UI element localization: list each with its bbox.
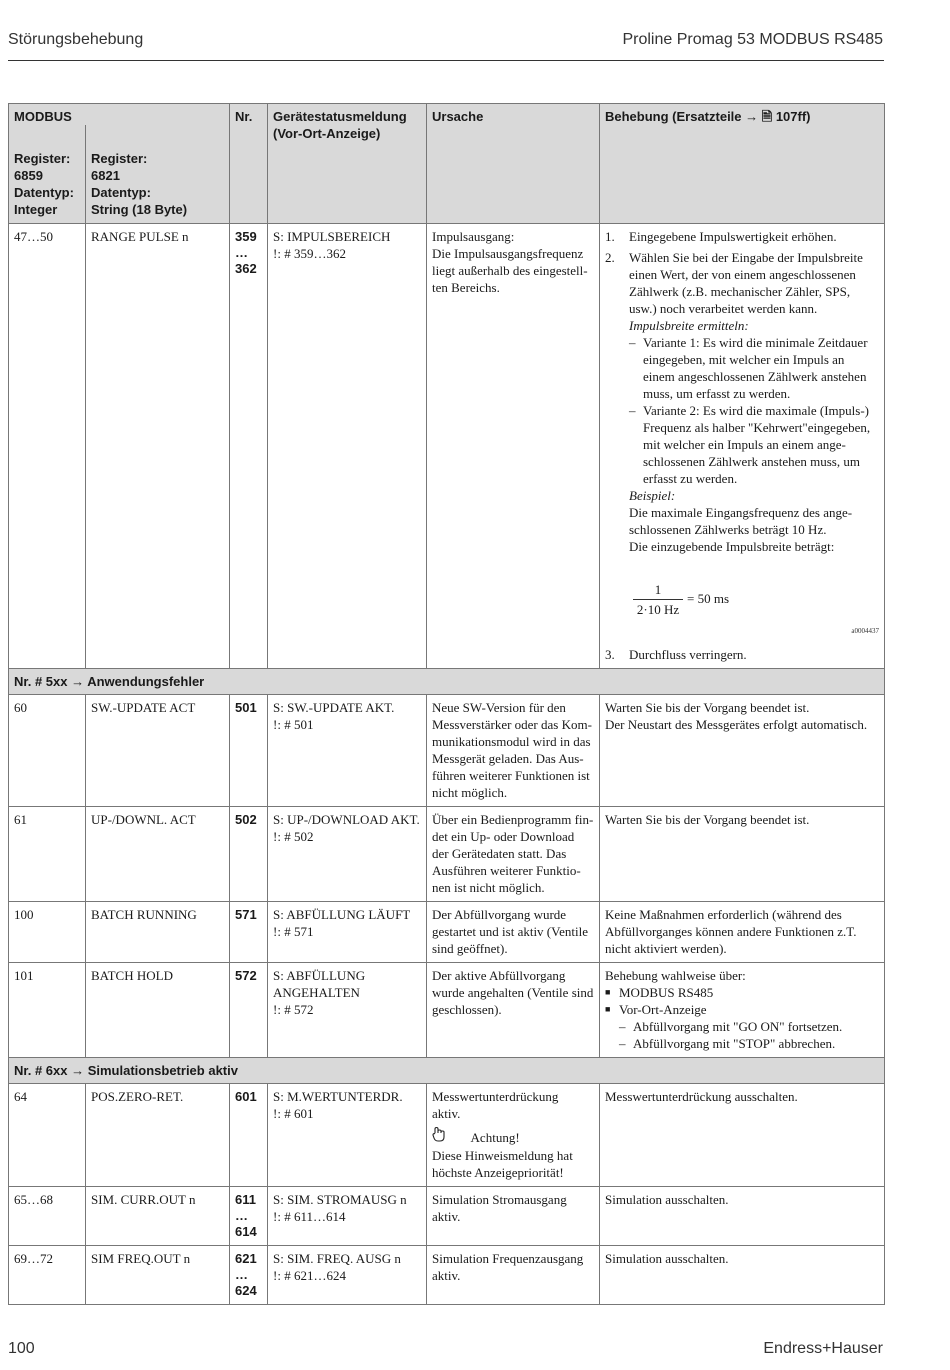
status-header-line: Gerätestatusmeldung	[273, 109, 407, 124]
table-row	[9, 695, 885, 807]
register-value: 60	[9, 695, 86, 807]
error-number	[230, 1187, 268, 1246]
cause-text	[427, 224, 600, 669]
step-text: Durchfluss verringern.	[629, 647, 747, 662]
step-number: 3.	[605, 647, 615, 662]
register-6821-header	[86, 125, 230, 224]
example-text: Die einzugebende Impulsbreite beträgt:	[629, 539, 835, 554]
status-line: S: IMPULSBEREICH	[273, 229, 391, 244]
cause-text: Der Abfüllvorgang wurde gestartet und ist aktiv (Ventile sind geöffnet).	[427, 902, 600, 963]
table-row	[9, 963, 885, 1058]
status-line: !: # 359…362	[273, 246, 346, 261]
nr-line: 614	[235, 1224, 257, 1239]
error-number: 502	[230, 807, 268, 902]
reg-header-line: 6859	[14, 168, 43, 183]
error-number: 572	[230, 963, 268, 1058]
register-string: SIM FREQ.OUT n	[86, 1246, 230, 1305]
table-row	[9, 224, 885, 669]
status-line: !: # 611…614	[273, 1209, 346, 1224]
variant-item: – Variante 2: Es wird die maximale (Impuls-) Frequenz als halber "Kehrwert"eingegeben, mit welcher ein Impuls an einem ange-schlossenen Zählwerk anstehen muss, um erfasst zu werden.	[629, 402, 879, 487]
step-number: 2.	[605, 250, 615, 265]
remedy-text	[600, 963, 885, 1058]
figure-id: a0004437	[851, 627, 879, 635]
formula-denominator: 2·10 Hz	[636, 602, 680, 617]
warning-note	[432, 1126, 594, 1181]
status-line: !: # 572	[273, 1002, 314, 1017]
remedy-option-label: ■ Vor-Ort-Anzeige	[619, 1002, 707, 1017]
remedy-text: Simulation ausschalten.	[600, 1246, 885, 1305]
remedy-line: Der Neustart des Messgerätes erfolgt automatisch.	[605, 717, 868, 732]
nr-line: 611	[235, 1192, 256, 1207]
status-line: !: # 502	[273, 829, 314, 844]
remedy-suboptions	[619, 1018, 879, 1052]
header-rule	[8, 60, 884, 61]
status-message	[268, 224, 427, 669]
reg-header-line: Register:	[91, 151, 148, 166]
status-line: !: # 621…624	[273, 1268, 346, 1283]
status-header	[268, 104, 427, 224]
status-line: S: SW.-UPDATE AKT.	[273, 700, 395, 715]
status-line: S: SIM. FREQ. AUSG n	[273, 1251, 401, 1266]
status-message	[268, 1084, 427, 1187]
remedy-option	[605, 1001, 879, 1052]
error-number	[230, 224, 268, 669]
cause-line: Die Impulsausgangsfrequenz liegt außerhalb des eingestell-ten Bereichs.	[432, 246, 588, 295]
status-message	[268, 1187, 427, 1246]
register-value: 69…72	[9, 1246, 86, 1305]
register-6859-header	[9, 125, 86, 224]
cause-text	[427, 1084, 600, 1187]
status-header-line: (Vor-Ort-Anzeige)	[273, 126, 381, 141]
error-number: 571	[230, 902, 268, 963]
status-message	[268, 902, 427, 963]
remedy-text: Warten Sie bis der Vorgang beendet ist.	[600, 807, 885, 902]
cause-text: Über ein Bedienprogramm fin-det ein Up- oder Download der Gerätedaten statt. Das Ausführen weiterer Funktio-nen ist nicht möglich.	[427, 807, 600, 902]
variant-list	[629, 334, 879, 487]
reg-header-line: Datentyp:	[14, 185, 74, 200]
remedy-step	[605, 249, 879, 640]
error-number: 501	[230, 695, 268, 807]
modbus-header	[9, 104, 230, 126]
remedy-text: Messwertunterdrückung ausschalten.	[600, 1084, 885, 1187]
remedy-header: Behebung (Ersatzteile → 🗎 107ff)	[600, 104, 885, 224]
formula-result: = 50 ms	[687, 591, 730, 606]
example-heading: Beispiel:	[629, 488, 676, 503]
pulse-width-formula	[633, 581, 879, 621]
formula-fraction	[633, 581, 683, 618]
register-string: RANGE PULSE n	[86, 224, 230, 669]
remedy-steps	[605, 228, 879, 663]
example-text: Die maximale Eingangsfrequenz des ange-schlossenen Zählwerks beträgt 10 Hz.	[629, 505, 853, 537]
remedy-text: Keine Maßnahmen erforderlich (während des Abfüllvorganges können andere Funktionen z.T. nicht aktiviert werden).	[600, 902, 885, 963]
step-text: Eingegebene Impulswertigkeit erhöhen.	[629, 229, 837, 244]
step-number: 1.	[605, 229, 615, 244]
remedy-text	[600, 695, 885, 807]
register-value: 100	[9, 902, 86, 963]
table-row	[9, 1187, 885, 1246]
register-value: 64	[9, 1084, 86, 1187]
running-header-section: Störungsbehebung	[8, 31, 144, 48]
step-text: Wählen Sie bei der Eingabe der Impulsbreite einen Wert, der von einem angeschlossenen Zählwerk (z.B. mechanischer Zähler, SPS, usw.) noch verarbeitet werden kann.	[629, 250, 863, 316]
nr-line: …	[235, 1208, 248, 1223]
hand-warning-icon	[432, 1126, 468, 1147]
status-message	[268, 963, 427, 1058]
status-line: !: # 571	[273, 924, 314, 939]
page-number: 100	[8, 1340, 35, 1357]
modbus-label: MODBUS	[14, 109, 72, 124]
cause-text: Der aktive Abfüllvorgang wurde angehalten (Ventile sind geschlossen).	[427, 963, 600, 1058]
error-number: 601	[230, 1084, 268, 1187]
reg-header-line: Datentyp:	[91, 185, 151, 200]
register-string: UP-/DOWNL. ACT	[86, 807, 230, 902]
determine-heading: Impulsbreite ermitteln:	[629, 318, 749, 333]
reg-header-line: 6821	[91, 168, 120, 183]
table-row	[9, 902, 885, 963]
status-line: S: ABFÜLLUNG LÄUFT	[273, 907, 411, 922]
register-string: BATCH HOLD	[86, 963, 230, 1058]
remedy-step	[605, 228, 879, 245]
table-row	[9, 1084, 885, 1187]
nr-line: 621	[235, 1251, 257, 1266]
status-line: S: ABFÜLLUNG	[273, 968, 366, 983]
register-string: POS.ZERO-RET.	[86, 1084, 230, 1187]
nr-line: 362	[235, 261, 257, 276]
status-line: !: # 601	[273, 1106, 314, 1121]
status-line: !: # 501	[273, 717, 314, 732]
register-string: SIM. CURR.OUT n	[86, 1187, 230, 1246]
cause-line: Messwertunterdrückung	[432, 1089, 559, 1104]
error-number	[230, 1246, 268, 1305]
remedy-suboption: – Abfüllvorgang mit "GO ON" fortsetzen.	[619, 1018, 879, 1035]
cause-line: Impulsausgang:	[432, 229, 515, 244]
nr-line: …	[235, 245, 248, 260]
warning-text: Diese Hinweismeldung hat höchste Anzeigepriorität!	[432, 1148, 573, 1180]
status-line: S: M.WERTUNTERDR.	[273, 1089, 403, 1104]
reg-header-line: String (18 Byte)	[91, 202, 188, 217]
cause-header: Ursache	[427, 104, 600, 224]
nr-line: …	[235, 1267, 248, 1282]
nr-line: 359	[235, 229, 257, 244]
register-string: SW.-UPDATE ACT	[86, 695, 230, 807]
status-line: ANGEHALTEN	[273, 985, 360, 1000]
status-message	[268, 807, 427, 902]
section-header-row	[9, 1058, 885, 1084]
reg-header-line: Integer	[14, 202, 58, 217]
remedy-line: Warten Sie bis der Vorgang beendet ist.	[605, 700, 810, 715]
formula-numerator: 1	[633, 581, 683, 600]
status-line: S: UP-/DOWNLOAD AKT.	[273, 812, 420, 827]
table-row	[9, 807, 885, 902]
cause-line: aktiv.	[432, 1106, 461, 1121]
remedy-text	[600, 224, 885, 669]
table-header-row	[9, 104, 885, 126]
error-table	[8, 103, 885, 1305]
section-5xx-title: Nr. # 5xx → Anwendungsfehler	[9, 669, 885, 695]
remedy-intro: Behebung wahlweise über:	[605, 968, 746, 983]
running-header-product: Proline Promag 53 MODBUS RS485	[622, 31, 883, 48]
warning-title: Achtung!	[470, 1130, 520, 1145]
reg-header-line: Register:	[14, 151, 71, 166]
register-value: 47…50	[9, 224, 86, 669]
brand-footer: Endress+Hauser	[763, 1340, 883, 1357]
remedy-option: ■ MODBUS RS485	[605, 984, 879, 1001]
remedy-text: Simulation ausschalten.	[600, 1187, 885, 1246]
status-message	[268, 1246, 427, 1305]
nr-line: 624	[235, 1283, 257, 1298]
table-row	[9, 1246, 885, 1305]
remedy-options	[605, 984, 879, 1052]
register-value: 65…68	[9, 1187, 86, 1246]
register-value: 101	[9, 963, 86, 1058]
status-line: S: SIM. STROMAUSG n	[273, 1192, 407, 1207]
variant-item: – Variante 1: Es wird die minimale Zeitdauer eingegeben, mit welcher ein Impuls an einem angeschlossenen Zählwerk anstehen muss, um erfasst zu werden.	[629, 334, 879, 402]
section-header-row	[9, 669, 885, 695]
cause-text: Neue SW-Version für den Messverstärker oder das Kom-munikationsmodul wird in das Messgerät geladen. Das Aus-führen weiterer Funktionen ist nicht möglich.	[427, 695, 600, 807]
cause-text: Simulation Stromausgang aktiv.	[427, 1187, 600, 1246]
status-message	[268, 695, 427, 807]
cause-text: Simulation Frequenzausgang aktiv.	[427, 1246, 600, 1305]
register-value: 61	[9, 807, 86, 902]
remedy-step	[605, 646, 879, 663]
section-6xx-title: Nr. # 6xx → Simulationsbetrieb aktiv	[9, 1058, 885, 1084]
nr-header: Nr.	[230, 104, 268, 224]
remedy-suboption: – Abfüllvorgang mit "STOP" abbrechen.	[619, 1035, 879, 1052]
register-string: BATCH RUNNING	[86, 902, 230, 963]
